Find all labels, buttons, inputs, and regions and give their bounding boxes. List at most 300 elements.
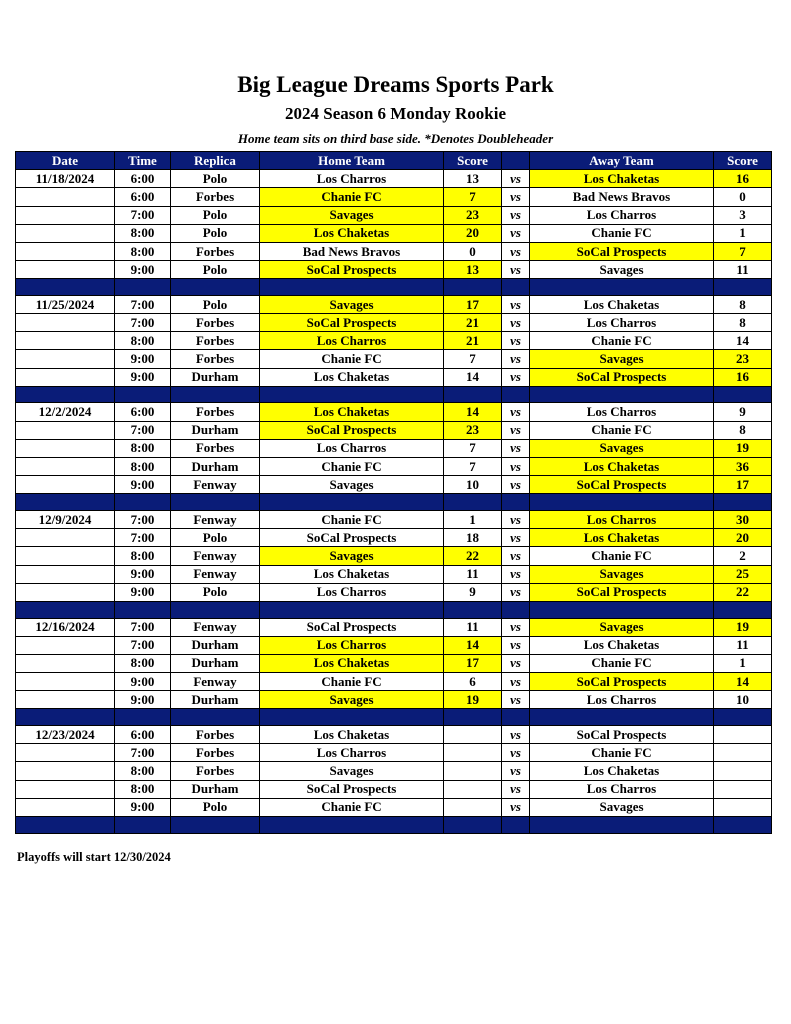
schedule-body — [16, 170, 772, 833]
game-time: 7:00 — [115, 510, 171, 528]
game-row — [16, 242, 772, 260]
vs-label: vs — [502, 510, 530, 528]
game-time: 6:00 — [115, 403, 171, 421]
away-score — [714, 780, 772, 798]
week-separator — [16, 601, 772, 618]
away-team: Chanie FC — [530, 744, 714, 762]
home-team: Los Chaketas — [260, 224, 444, 242]
away-team: SoCal Prospects — [530, 583, 714, 601]
game-time: 8:00 — [115, 654, 171, 672]
home-team: Chanie FC — [260, 350, 444, 368]
home-team: Los Chaketas — [260, 403, 444, 421]
vs-label: vs — [502, 332, 530, 350]
separator-cell — [714, 279, 772, 296]
separator-cell — [115, 601, 171, 618]
home-team: SoCal Prospects — [260, 261, 444, 279]
away-team: Savages — [530, 618, 714, 636]
game-replica: Durham — [171, 780, 260, 798]
vs-label: vs — [502, 618, 530, 636]
away-team: Savages — [530, 350, 714, 368]
away-team: Savages — [530, 565, 714, 583]
page-title: Big League Dreams Sports Park — [237, 72, 554, 97]
home-score: 23 — [444, 421, 502, 439]
home-score: 7 — [444, 350, 502, 368]
away-team: Los Chaketas — [530, 636, 714, 654]
game-replica: Durham — [171, 368, 260, 386]
vs-label: vs — [502, 188, 530, 206]
away-score: 14 — [714, 332, 772, 350]
away-score: 20 — [714, 529, 772, 547]
vs-label: vs — [502, 654, 530, 672]
away-score — [714, 744, 772, 762]
game-time: 8:00 — [115, 780, 171, 798]
vs-label: vs — [502, 744, 530, 762]
game-row — [16, 224, 772, 242]
home-team: Los Chaketas — [260, 565, 444, 583]
vs-label: vs — [502, 295, 530, 313]
away-score: 11 — [714, 636, 772, 654]
separator-cell — [444, 494, 502, 511]
game-replica: Fenway — [171, 673, 260, 691]
away-team: Chanie FC — [530, 547, 714, 565]
separator-cell — [530, 494, 714, 511]
game-date: 12/9/2024 — [16, 510, 115, 528]
game-date — [16, 762, 115, 780]
game-row — [16, 529, 772, 547]
vs-label: vs — [502, 780, 530, 798]
vs-label: vs — [502, 206, 530, 224]
away-score: 11 — [714, 261, 772, 279]
home-team: Los Charros — [260, 170, 444, 188]
game-replica: Forbes — [171, 188, 260, 206]
home-score: 21 — [444, 332, 502, 350]
game-replica: Forbes — [171, 726, 260, 744]
home-score: 14 — [444, 636, 502, 654]
home-score: 0 — [444, 242, 502, 260]
separator-cell — [714, 386, 772, 403]
away-score: 10 — [714, 691, 772, 709]
away-score: 8 — [714, 295, 772, 313]
away-team: Bad News Bravos — [530, 188, 714, 206]
away-score — [714, 726, 772, 744]
game-replica: Durham — [171, 654, 260, 672]
game-replica: Polo — [171, 170, 260, 188]
home-team: SoCal Prospects — [260, 780, 444, 798]
home-team: Los Charros — [260, 636, 444, 654]
vs-label: vs — [502, 583, 530, 601]
vs-label: vs — [502, 476, 530, 494]
game-date: 11/25/2024 — [16, 295, 115, 313]
header-replica: Replica — [171, 152, 260, 170]
home-score: 7 — [444, 439, 502, 457]
game-time: 7:00 — [115, 744, 171, 762]
separator-cell — [714, 816, 772, 833]
game-replica: Fenway — [171, 547, 260, 565]
game-date — [16, 798, 115, 816]
away-team: SoCal Prospects — [530, 476, 714, 494]
vs-label: vs — [502, 368, 530, 386]
separator-cell — [502, 386, 530, 403]
separator-cell — [115, 709, 171, 726]
vs-label: vs — [502, 224, 530, 242]
vs-label: vs — [502, 762, 530, 780]
separator-cell — [16, 709, 115, 726]
separator-cell — [260, 709, 444, 726]
away-score: 22 — [714, 583, 772, 601]
separator-cell — [171, 494, 260, 511]
away-team: SoCal Prospects — [530, 673, 714, 691]
game-date — [16, 458, 115, 476]
game-row — [16, 188, 772, 206]
separator-cell — [115, 816, 171, 833]
game-date: 12/16/2024 — [16, 618, 115, 636]
game-replica: Fenway — [171, 618, 260, 636]
separator-cell — [16, 494, 115, 511]
game-replica: Polo — [171, 583, 260, 601]
header-home-score: Score — [444, 152, 502, 170]
home-team: Chanie FC — [260, 673, 444, 691]
home-team: SoCal Prospects — [260, 529, 444, 547]
away-score: 30 — [714, 510, 772, 528]
game-row — [16, 618, 772, 636]
home-team: Chanie FC — [260, 188, 444, 206]
home-team: SoCal Prospects — [260, 421, 444, 439]
game-date — [16, 529, 115, 547]
game-row — [16, 780, 772, 798]
game-time: 7:00 — [115, 206, 171, 224]
vs-label: vs — [502, 170, 530, 188]
game-row — [16, 421, 772, 439]
game-time: 9:00 — [115, 350, 171, 368]
home-score: 9 — [444, 583, 502, 601]
game-row — [16, 458, 772, 476]
separator-cell — [502, 816, 530, 833]
home-team: Los Chaketas — [260, 726, 444, 744]
away-team: Los Chaketas — [530, 295, 714, 313]
away-team: Chanie FC — [530, 654, 714, 672]
away-team: Savages — [530, 798, 714, 816]
away-team: Los Chaketas — [530, 762, 714, 780]
separator-cell — [530, 816, 714, 833]
away-score: 36 — [714, 458, 772, 476]
week-separator — [16, 279, 772, 296]
game-time: 9:00 — [115, 691, 171, 709]
away-team: Los Charros — [530, 691, 714, 709]
playoffs-note: Playoffs will start 12/30/2024 — [17, 850, 171, 864]
vs-label: vs — [502, 798, 530, 816]
game-row — [16, 476, 772, 494]
home-score: 7 — [444, 458, 502, 476]
home-team: SoCal Prospects — [260, 314, 444, 332]
game-date — [16, 476, 115, 494]
separator-cell — [171, 709, 260, 726]
game-row — [16, 654, 772, 672]
game-replica: Durham — [171, 458, 260, 476]
away-team: Los Charros — [530, 403, 714, 421]
vs-label: vs — [502, 673, 530, 691]
separator-cell — [444, 709, 502, 726]
home-score: 23 — [444, 206, 502, 224]
home-team: SoCal Prospects — [260, 618, 444, 636]
away-score: 19 — [714, 618, 772, 636]
home-team: Chanie FC — [260, 458, 444, 476]
separator-cell — [502, 709, 530, 726]
game-replica: Durham — [171, 636, 260, 654]
home-score: 11 — [444, 618, 502, 636]
schedule-note: Home team sits on third base side. *Denotes Doubleheader — [237, 131, 554, 146]
game-time: 9:00 — [115, 368, 171, 386]
away-score: 14 — [714, 673, 772, 691]
home-score: 6 — [444, 673, 502, 691]
home-score: 19 — [444, 691, 502, 709]
home-team: Los Charros — [260, 439, 444, 457]
game-row — [16, 170, 772, 188]
game-date: 12/23/2024 — [16, 726, 115, 744]
away-score: 16 — [714, 368, 772, 386]
home-team: Savages — [260, 295, 444, 313]
game-row — [16, 547, 772, 565]
game-replica: Forbes — [171, 762, 260, 780]
vs-label: vs — [502, 439, 530, 457]
separator-cell — [530, 601, 714, 618]
away-team: Chanie FC — [530, 224, 714, 242]
game-replica: Forbes — [171, 403, 260, 421]
separator-cell — [171, 816, 260, 833]
week-separator — [16, 494, 772, 511]
away-score: 8 — [714, 421, 772, 439]
header-home-team: Home Team — [260, 152, 444, 170]
away-team: SoCal Prospects — [530, 242, 714, 260]
away-team: SoCal Prospects — [530, 368, 714, 386]
game-time: 6:00 — [115, 188, 171, 206]
separator-cell — [260, 279, 444, 296]
home-team: Chanie FC — [260, 798, 444, 816]
separator-cell — [530, 709, 714, 726]
game-row — [16, 261, 772, 279]
page-subtitle: 2024 Season 6 Monday Rookie — [284, 104, 507, 123]
game-date — [16, 421, 115, 439]
separator-cell — [260, 816, 444, 833]
game-replica: Forbes — [171, 350, 260, 368]
home-team: Savages — [260, 206, 444, 224]
separator-cell — [16, 279, 115, 296]
vs-label: vs — [502, 565, 530, 583]
separator-cell — [16, 601, 115, 618]
game-time: 8:00 — [115, 332, 171, 350]
game-time: 7:00 — [115, 295, 171, 313]
game-row — [16, 332, 772, 350]
game-time: 7:00 — [115, 314, 171, 332]
game-time: 7:00 — [115, 636, 171, 654]
game-date — [16, 314, 115, 332]
game-date — [16, 350, 115, 368]
game-replica: Durham — [171, 691, 260, 709]
game-time: 9:00 — [115, 565, 171, 583]
home-team: Los Chaketas — [260, 654, 444, 672]
game-time: 6:00 — [115, 170, 171, 188]
game-time: 8:00 — [115, 224, 171, 242]
game-time: 9:00 — [115, 583, 171, 601]
game-time: 7:00 — [115, 529, 171, 547]
home-score: 14 — [444, 368, 502, 386]
home-team: Los Charros — [260, 332, 444, 350]
away-score — [714, 798, 772, 816]
game-date — [16, 368, 115, 386]
home-team: Los Chaketas — [260, 368, 444, 386]
away-team: Los Chaketas — [530, 529, 714, 547]
game-row — [16, 583, 772, 601]
game-replica: Polo — [171, 798, 260, 816]
home-team: Savages — [260, 476, 444, 494]
separator-cell — [444, 601, 502, 618]
separator-cell — [171, 386, 260, 403]
game-time: 7:00 — [115, 618, 171, 636]
header-date: Date — [16, 152, 115, 170]
game-date — [16, 332, 115, 350]
home-score: 21 — [444, 314, 502, 332]
game-time: 9:00 — [115, 798, 171, 816]
home-score: 1 — [444, 510, 502, 528]
away-score: 1 — [714, 224, 772, 242]
away-score: 9 — [714, 403, 772, 421]
home-team: Los Charros — [260, 583, 444, 601]
game-date: 12/2/2024 — [16, 403, 115, 421]
home-team: Savages — [260, 547, 444, 565]
separator-cell — [502, 494, 530, 511]
game-date — [16, 691, 115, 709]
header-row — [16, 152, 772, 170]
vs-label: vs — [502, 261, 530, 279]
away-team: Chanie FC — [530, 421, 714, 439]
week-separator — [16, 816, 772, 833]
game-time: 9:00 — [115, 673, 171, 691]
vs-label: vs — [502, 403, 530, 421]
game-time: 6:00 — [115, 726, 171, 744]
week-separator — [16, 386, 772, 403]
game-row — [16, 350, 772, 368]
away-score: 17 — [714, 476, 772, 494]
game-row — [16, 798, 772, 816]
game-replica: Polo — [171, 206, 260, 224]
away-score: 23 — [714, 350, 772, 368]
separator-cell — [444, 386, 502, 403]
game-time: 7:00 — [115, 421, 171, 439]
game-time: 9:00 — [115, 476, 171, 494]
game-date — [16, 780, 115, 798]
game-row — [16, 439, 772, 457]
away-team: Los Charros — [530, 510, 714, 528]
away-team: Savages — [530, 261, 714, 279]
header-time: Time — [115, 152, 171, 170]
home-score — [444, 798, 502, 816]
game-row — [16, 636, 772, 654]
home-team: Savages — [260, 762, 444, 780]
vs-label: vs — [502, 314, 530, 332]
game-time: 8:00 — [115, 439, 171, 457]
game-replica: Forbes — [171, 439, 260, 457]
separator-cell — [714, 601, 772, 618]
game-date — [16, 206, 115, 224]
vs-label: vs — [502, 529, 530, 547]
separator-cell — [444, 816, 502, 833]
separator-cell — [530, 279, 714, 296]
vs-label: vs — [502, 350, 530, 368]
game-date — [16, 654, 115, 672]
game-row — [16, 206, 772, 224]
vs-label: vs — [502, 242, 530, 260]
separator-cell — [115, 279, 171, 296]
header-away-team: Away Team — [530, 152, 714, 170]
home-score: 18 — [444, 529, 502, 547]
game-date — [16, 583, 115, 601]
separator-cell — [714, 709, 772, 726]
home-team: Savages — [260, 691, 444, 709]
home-score: 11 — [444, 565, 502, 583]
game-row — [16, 691, 772, 709]
schedule-table — [15, 151, 772, 834]
separator-cell — [16, 816, 115, 833]
game-date — [16, 242, 115, 260]
game-replica: Forbes — [171, 744, 260, 762]
home-score — [444, 726, 502, 744]
game-row — [16, 673, 772, 691]
game-replica: Polo — [171, 224, 260, 242]
home-score: 20 — [444, 224, 502, 242]
game-replica: Polo — [171, 295, 260, 313]
game-row — [16, 744, 772, 762]
home-score: 14 — [444, 403, 502, 421]
game-replica: Polo — [171, 261, 260, 279]
separator-cell — [115, 386, 171, 403]
header-vs — [502, 152, 530, 170]
home-team: Chanie FC — [260, 510, 444, 528]
separator-cell — [16, 386, 115, 403]
game-row — [16, 314, 772, 332]
separator-cell — [444, 279, 502, 296]
away-score: 25 — [714, 565, 772, 583]
away-team: Los Charros — [530, 780, 714, 798]
home-score: 17 — [444, 295, 502, 313]
home-score: 17 — [444, 654, 502, 672]
separator-cell — [171, 279, 260, 296]
game-replica: Forbes — [171, 242, 260, 260]
separator-cell — [714, 494, 772, 511]
home-team: Los Charros — [260, 744, 444, 762]
game-time: 8:00 — [115, 762, 171, 780]
separator-cell — [171, 601, 260, 618]
vs-label: vs — [502, 636, 530, 654]
game-row — [16, 368, 772, 386]
away-team: SoCal Prospects — [530, 726, 714, 744]
game-row — [16, 510, 772, 528]
game-replica: Fenway — [171, 510, 260, 528]
separator-cell — [502, 279, 530, 296]
away-team: Los Charros — [530, 314, 714, 332]
game-date — [16, 744, 115, 762]
game-replica: Forbes — [171, 332, 260, 350]
game-replica: Polo — [171, 529, 260, 547]
week-separator — [16, 709, 772, 726]
home-score: 22 — [444, 547, 502, 565]
game-date — [16, 636, 115, 654]
home-team: Bad News Bravos — [260, 242, 444, 260]
away-score: 7 — [714, 242, 772, 260]
away-team: Los Chaketas — [530, 458, 714, 476]
game-date — [16, 673, 115, 691]
header-away-score: Score — [714, 152, 772, 170]
away-score: 0 — [714, 188, 772, 206]
game-date — [16, 188, 115, 206]
